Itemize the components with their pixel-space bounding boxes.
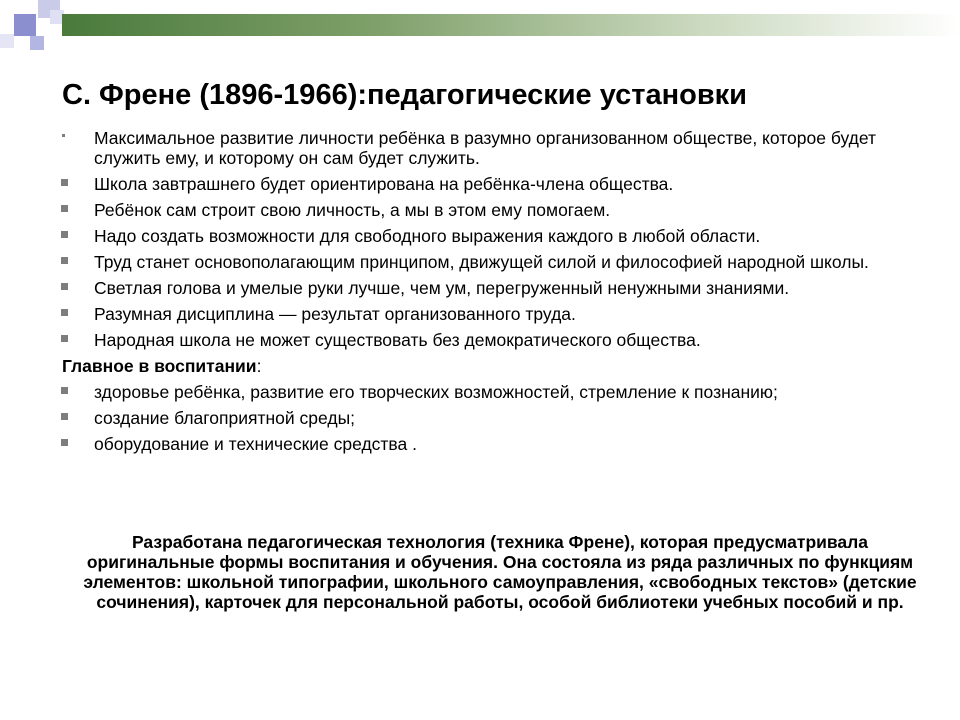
list-item — [58, 304, 908, 324]
bullet-square-icon — [61, 413, 68, 420]
header-gradient-band — [62, 14, 960, 36]
list-item — [58, 226, 908, 246]
bullet-square-icon — [61, 335, 68, 342]
decor-square — [30, 36, 44, 50]
list-item — [58, 200, 908, 220]
list-item — [58, 330, 908, 350]
upbringing-list — [58, 382, 908, 454]
list-item-text: Народная школа не может существовать без демократического общества. — [94, 330, 701, 350]
list-item-text: Надо создать возможности для свободного выражения каждого в любой области. — [94, 226, 761, 246]
list-item-text: Школа завтрашнего будет ориентирована на ребёнка-члена общества. — [94, 174, 674, 194]
bullet-square-icon — [62, 134, 65, 137]
bullet-square-icon — [61, 439, 68, 446]
list-item — [58, 252, 908, 272]
slide-title: С. Френе (1896-1966):педагогические установки — [62, 79, 748, 111]
list-item — [58, 128, 908, 168]
list-item-text: Ребёнок сам строит свою личность, а мы в этом ему помогаем. — [94, 200, 611, 220]
list-item — [58, 382, 908, 402]
bullet-square-icon — [61, 231, 68, 238]
decor-square — [0, 34, 14, 48]
upbringing-heading-text: Главное в воспитании — [62, 356, 257, 376]
slide-content — [58, 128, 908, 460]
bullet-square-icon — [61, 309, 68, 316]
list-item — [58, 174, 908, 194]
list-item-text: оборудование и технические средства . — [94, 434, 417, 454]
list-item-text: создание благоприятной среды; — [94, 408, 356, 428]
list-item-text: Разумная дисциплина — результат организованного труда. — [94, 304, 576, 324]
bullet-square-icon — [61, 179, 68, 186]
list-item-text: Труд станет основополагающим принципом, движущей силой и философией народной школы. — [94, 252, 869, 272]
bullet-square-icon — [61, 257, 68, 264]
list-item — [58, 408, 908, 428]
bullet-square-icon — [61, 283, 68, 290]
summary-paragraph: Разработана педагогическая технология (техника Френе), которая предусматривала оригинальные формы воспитания и обучения. Она состояла из ряда различных по функциям элементов: школьной типографии, школьного самоуправления, «свободных текстов» (детские сочинения), карточек для персональной работы, особой библиотеки учебных пособий и пр. — [83, 532, 917, 612]
decor-square — [14, 14, 36, 36]
list-item — [58, 278, 908, 298]
principles-list — [58, 128, 908, 350]
upbringing-heading — [58, 356, 908, 376]
list-item-text: Максимальное развитие личности ребёнка в разумно организованном обществе, которое будет служить ему, и которому он сам будет служить. — [94, 128, 877, 168]
upbringing-heading-colon: : — [256, 356, 262, 376]
list-item — [58, 434, 908, 454]
bullet-square-icon — [61, 387, 68, 394]
list-item-text: Светлая голова и умелые руки лучше, чем ум, перегруженный ненужными знаниями. — [94, 278, 790, 298]
bullet-square-icon — [61, 205, 68, 212]
list-item-text: здоровье ребёнка, развитие его творческих возможностей, стремление к познанию; — [94, 382, 778, 402]
